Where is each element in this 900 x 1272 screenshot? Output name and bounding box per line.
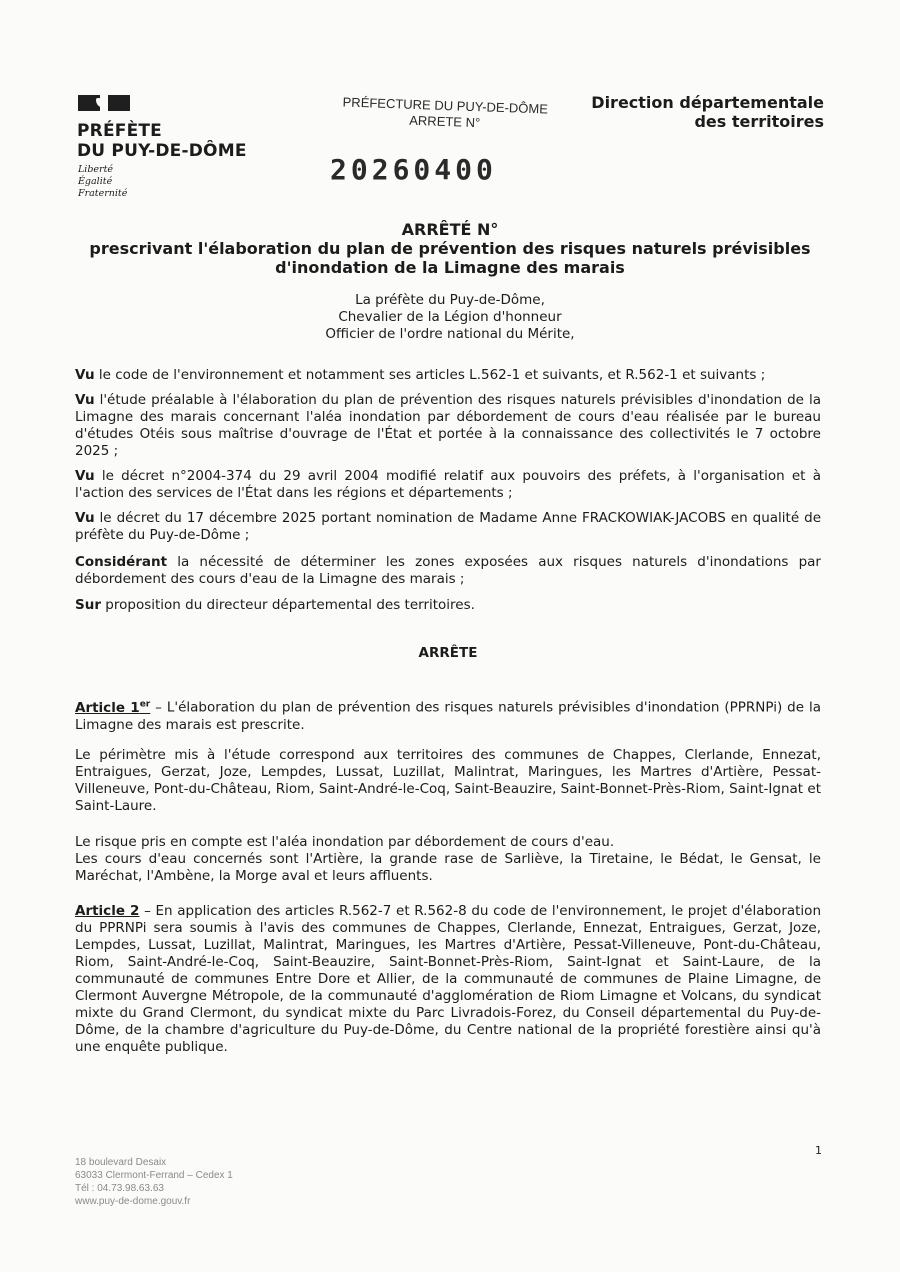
motto-liberte: Liberté xyxy=(78,164,114,175)
article-1-intro xyxy=(75,696,821,734)
article-2 xyxy=(75,903,821,1056)
motto-fraternite: Fraternité xyxy=(78,188,128,199)
article-2-text: – En application des articles R.562-7 et R.562-8 du code de l'environnement, le projet d'élaboration du PPRNPi sera soumis à l'avis des communes de Chappes, Clerlande, Ennezat, Entraigues, Gerzat, Joze, Lempdes, Lussat, Luzillat, Malintrat, Maringues, les Martres d'Artière, Pessat-Villeneuve, Pont-du-Château, Riom, Saint-André-le-Coq, Saint-Beauzire, Saint-Bonnet-Près-Riom, Saint-Ignat et Saint-Laure, de la communauté de communes Entre Dore et Allier, de la communauté de communes de Plaine Limagne, de Clermont Auvergne Métropole, de la communauté d'agglomération de Riom Limagne et Volcans, du syndicat mixte du Grand Clermont, du syndicat mixte du Parc Livradois-Forez, du Conseil départemental du Puy-de-Dôme, de la chambre d'agriculture du Puy-de-Dôme, du Centre national de la propriété forestière ainsi qu'à une enquête publique. xyxy=(75,903,821,1055)
consideration-1 xyxy=(75,367,821,384)
consideration-text: le code de l'environnement et notamment ses articles L.562-1 et suivants, et R.562-1 et suivants ; xyxy=(94,367,766,383)
direction-line-2: des territoires xyxy=(694,112,824,131)
article-1-text: – L'élaboration du plan de prévention des risques naturels prévisibles d'inondation (PPRNPi) de la Limagne des marais est prescrite. xyxy=(75,699,821,733)
decree-title xyxy=(60,220,840,277)
authority-line-2: Chevalier de la Légion d'honneur xyxy=(338,309,562,325)
consideration-lead: Vu xyxy=(75,392,95,408)
motto-egalite: Égalité xyxy=(78,176,113,187)
consideration-text: le décret du 17 décembre 2025 portant nomination de Madame Anne FRACKOWIAK-JACOBS en qualité de préfète du Puy-de-Dôme ; xyxy=(75,510,821,543)
page-number: 1 xyxy=(815,1144,822,1157)
consideration-lead: Vu xyxy=(75,468,95,484)
marianne-emblem-icon xyxy=(78,95,130,111)
consideration-lead: Vu xyxy=(75,367,95,383)
consideration-text: le décret n°2004-374 du 29 avril 2004 modifié relatif aux pouvoirs des préfets, à l'organisation et à l'action des services de l'État dans les régions et départements ; xyxy=(75,468,821,501)
consideration-lead: Vu xyxy=(75,510,95,526)
authority-line-3: Officier de l'ordre national du Mérite, xyxy=(325,326,575,342)
footer-website: www.puy-de-dome.gouv.fr xyxy=(75,1196,191,1207)
article-1-rivers: Les cours d'eau concernés sont l'Artière, la grande rase de Sarliève, la Tiretaine, le Bédat, le Gensat, le Maréchat, l'Ambène, la Morge aval et leurs affluents. xyxy=(75,851,821,884)
authority-line-1: La préfète du Puy-de-Dôme, xyxy=(355,292,545,308)
article-1-label-sup: er xyxy=(139,699,151,709)
footer-city: 63033 Clermont-Ferrand – Cedex 1 xyxy=(75,1170,233,1181)
decree-number: 20260400 xyxy=(330,153,497,186)
article-1-label-text: Article 1 xyxy=(75,699,140,716)
consideration-text: l'étude préalable à l'élaboration du plan de prévention des risques naturels prévisibles d'inondation de la Limagne des marais concernant l'aléa inondation par débordement de cours d'eau réalisée par le bureau d'études Otéis sous maîtrise d'ouvrage de l'État et portée à la connaissance des collectivités le 7 octobre 2025 ; xyxy=(75,392,821,459)
footer-street: 18 boulevard Desaix xyxy=(75,1157,167,1168)
consideration-text: proposition du directeur départemental des territoires. xyxy=(101,597,475,613)
decree-heading: ARRÊTE xyxy=(418,645,478,661)
article-1-label xyxy=(75,700,150,716)
stamp-line-1: PRÉFECTURE DU PUY-DE-DÔME xyxy=(342,94,549,117)
article-2-label: Article 2 xyxy=(75,903,140,919)
consideration-6 xyxy=(75,597,821,614)
direction-line-1: Direction départementale xyxy=(591,93,824,112)
direction-heading xyxy=(591,93,824,131)
consideration-text: la nécessité de déterminer les zones exposées aux risques naturels d'inondations par débordement des cours d'eau de la Limagne des marais ; xyxy=(75,554,821,587)
brand-line-1: PRÉFÈTE xyxy=(77,121,162,141)
title-line-3: d'inondation de la Limagne des marais xyxy=(275,258,625,277)
consideration-5 xyxy=(75,554,821,588)
title-line-2: prescrivant l'élaboration du plan de prévention des risques naturels prévisibles xyxy=(89,239,811,258)
consideration-lead: Considérant xyxy=(75,554,168,570)
footer-address xyxy=(75,1156,233,1208)
stamp-line-2: ARRETE N° xyxy=(409,112,481,131)
article-1-perimeter: Le périmètre mis à l'étude correspond aux territoires des communes de Chappes, Clerlande, Ennezat, Entraigues, Gerzat, Joze, Lempdes, Lussat, Luzillat, Malintrat, Maringues, les Martres d'Artière, Pessat-Villeneuve, Pont-du-Château, Riom, Saint-André-le-Coq, Saint-Beauzire, Saint-Bonnet-Près-Riom, Saint-Ignat et Saint-Laure. xyxy=(75,747,821,814)
authority-block xyxy=(100,292,800,343)
title-line-1: ARRÊTÉ N° xyxy=(401,220,499,239)
republic-motto xyxy=(78,164,127,200)
consideration-4 xyxy=(75,510,821,544)
consideration-3 xyxy=(75,468,821,502)
footer-phone: Tél : 04.73.98.63.63 xyxy=(75,1183,164,1194)
article-1-risk: Le risque pris en compte est l'aléa inondation par débordement de cours d'eau. xyxy=(75,834,615,850)
consideration-2 xyxy=(75,392,821,460)
prefecture-brand xyxy=(77,121,247,161)
prefecture-stamp xyxy=(300,93,591,135)
consideration-lead: Sur xyxy=(75,597,101,613)
brand-line-2: DU PUY-DE-DÔME xyxy=(77,141,247,161)
